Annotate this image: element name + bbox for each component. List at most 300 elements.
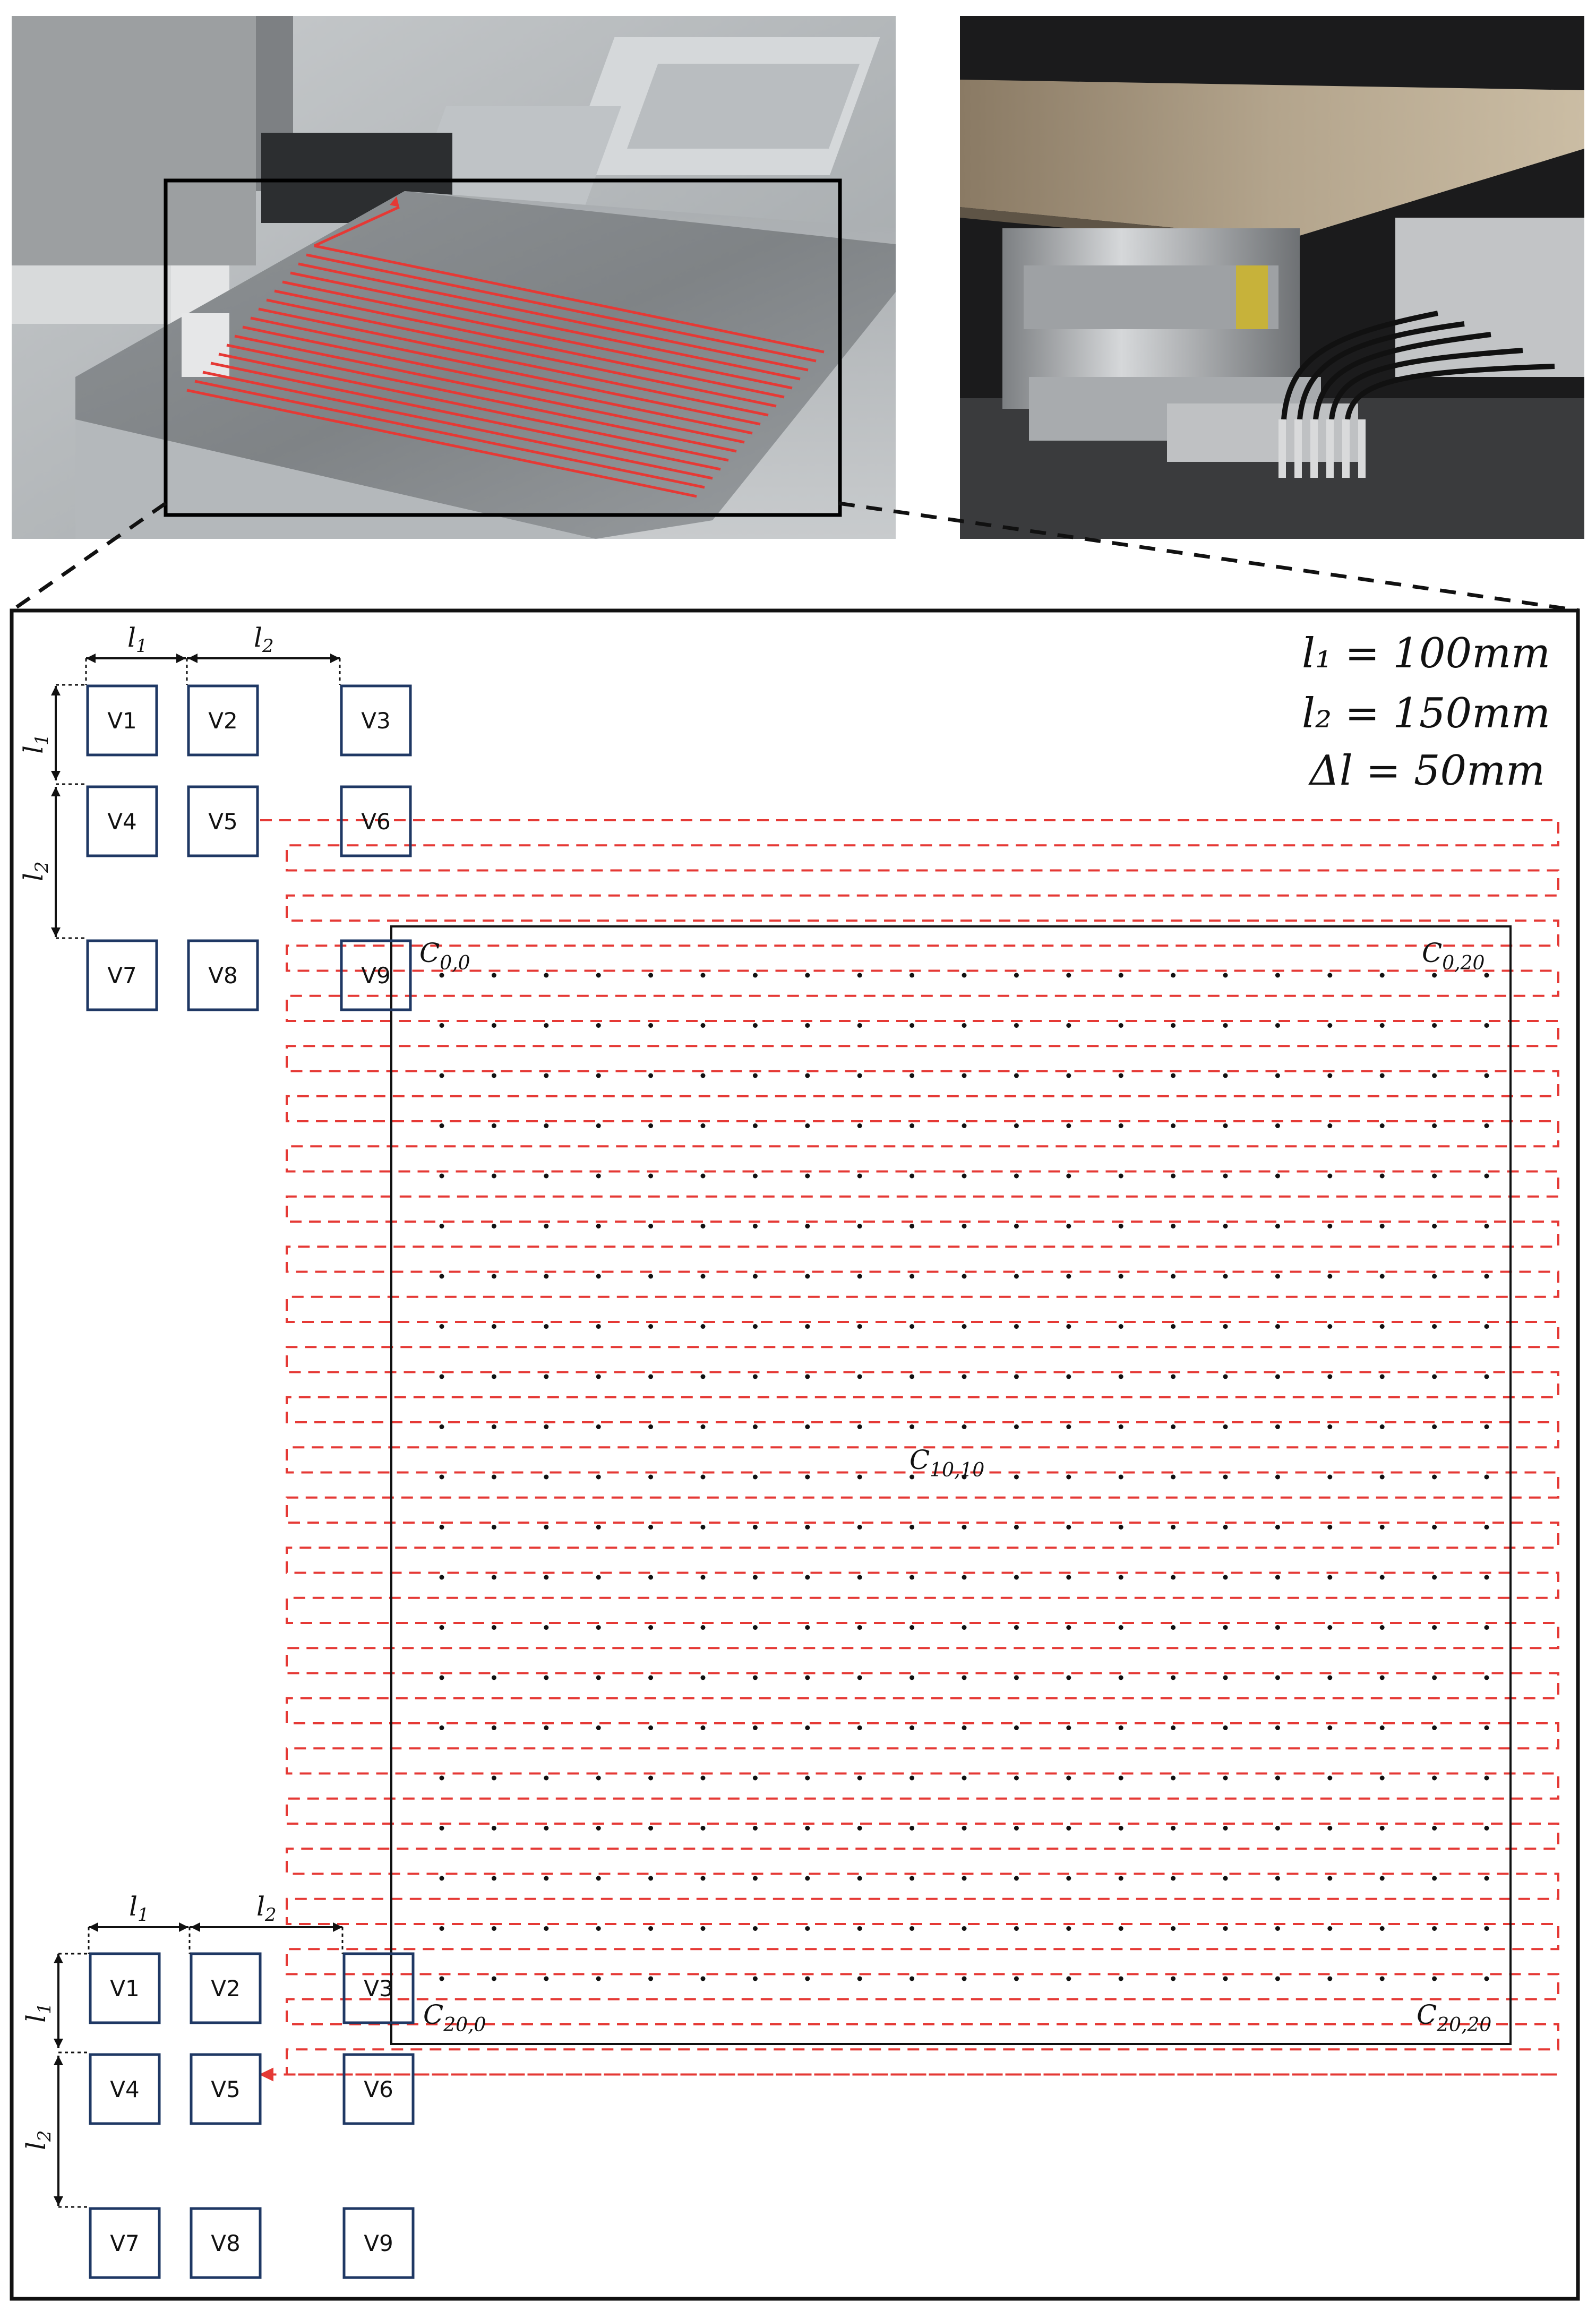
measurement-point — [1275, 973, 1280, 978]
measurement-point — [1223, 1676, 1228, 1680]
measurement-point — [1275, 1324, 1280, 1329]
measurement-point — [544, 1475, 548, 1480]
sensor-label-v5-end: V5 — [211, 2076, 241, 2102]
measurement-point — [1223, 1525, 1228, 1530]
measurement-point — [1485, 1977, 1489, 1981]
measurement-point — [440, 1073, 444, 1078]
measurement-point — [1223, 1073, 1228, 1078]
measurement-point — [492, 973, 496, 978]
measurement-point — [1171, 1826, 1175, 1831]
measurement-point — [492, 1374, 496, 1379]
measurement-point — [1171, 1625, 1175, 1630]
measurement-point — [857, 1776, 862, 1781]
measurement-point — [440, 1174, 444, 1179]
measurement-point — [596, 1224, 601, 1228]
measurement-point — [805, 1575, 810, 1580]
measurement-point — [701, 1174, 706, 1179]
measurement-point — [805, 1826, 810, 1831]
sensor-label-v1: V1 — [107, 708, 137, 734]
measurement-point — [1327, 1625, 1332, 1630]
measurement-point — [648, 1926, 653, 1931]
measurement-point — [1066, 1725, 1071, 1730]
measurement-point — [1275, 1525, 1280, 1530]
measurement-point — [492, 1826, 496, 1831]
measurement-point — [492, 1776, 496, 1781]
measurement-point — [1275, 1274, 1280, 1279]
measurement-point — [753, 1475, 758, 1480]
measurement-point — [648, 1023, 653, 1028]
measurement-point — [962, 1977, 967, 1981]
measurement-point — [909, 1625, 914, 1630]
measurement-point — [805, 1525, 810, 1530]
measurement-point — [1223, 1725, 1228, 1730]
measurement-point — [1014, 1977, 1019, 1981]
measurement-point — [701, 1224, 706, 1228]
measurement-point — [909, 1926, 914, 1931]
measurement-point — [753, 1676, 758, 1680]
measurement-point — [1432, 1575, 1437, 1580]
measurement-point — [805, 1224, 810, 1228]
measurement-point — [1066, 1776, 1071, 1781]
measurement-point — [1380, 1224, 1385, 1228]
measurement-point — [1380, 1424, 1385, 1429]
measurement-point — [805, 1424, 810, 1429]
measurement-point — [805, 1926, 810, 1931]
label-c-0-20: $C_{0,20}$ — [1422, 938, 1485, 974]
measurement-point — [1171, 1224, 1175, 1228]
measurement-point — [492, 1625, 496, 1630]
measurement-point — [1485, 1123, 1489, 1128]
measurement-point — [492, 1676, 496, 1680]
measurement-point — [1171, 1525, 1175, 1530]
measurement-point — [701, 1023, 706, 1028]
measurement-point — [753, 1926, 758, 1931]
measurement-point — [701, 1274, 706, 1279]
sensor-label-v6-end: V6 — [364, 2076, 393, 2102]
measurement-point — [1432, 1625, 1437, 1630]
measurement-point — [909, 1023, 914, 1028]
measurement-point — [440, 1123, 444, 1128]
measurement-point — [1119, 1073, 1123, 1078]
measurement-point — [753, 1977, 758, 1981]
measurement-point — [1014, 973, 1019, 978]
measurement-point — [544, 1625, 548, 1630]
measurement-point — [1485, 1073, 1489, 1078]
measurement-point — [1223, 1424, 1228, 1429]
measurement-point — [1380, 1676, 1385, 1680]
measurement-point — [1014, 1826, 1019, 1831]
measurement-point — [1485, 1525, 1489, 1530]
measurement-point — [857, 1374, 862, 1379]
measurement-point — [701, 1475, 706, 1480]
measurement-point — [1014, 1575, 1019, 1580]
measurement-point — [909, 1174, 914, 1179]
measurement-point — [440, 1424, 444, 1429]
measurement-point — [596, 1876, 601, 1881]
measurement-point — [1014, 1174, 1019, 1179]
measurement-point — [1485, 973, 1489, 978]
measurement-point — [909, 1525, 914, 1530]
measurement-point — [909, 1575, 914, 1580]
sensor-label-v3-end: V3 — [364, 1975, 393, 2001]
measurement-point — [1380, 1977, 1385, 1981]
measurement-point — [1171, 1424, 1175, 1429]
measurement-point — [1327, 1274, 1332, 1279]
measurement-point — [1485, 1475, 1489, 1480]
measurement-point — [596, 1725, 601, 1730]
measurement-point — [1485, 1274, 1489, 1279]
sensor-label-v1-end: V1 — [110, 1975, 140, 2001]
measurement-point — [544, 1374, 548, 1379]
measurement-point — [857, 973, 862, 978]
measurement-point — [1432, 1374, 1437, 1379]
measurement-point — [857, 1274, 862, 1279]
measurement-point — [1066, 1926, 1071, 1931]
measurement-point — [1171, 973, 1175, 978]
measurement-point — [1327, 1424, 1332, 1429]
measurement-point — [962, 1876, 967, 1881]
measurement-point — [1275, 1575, 1280, 1580]
measurement-point — [1066, 1324, 1071, 1329]
sensor-label-v9: V9 — [361, 963, 391, 989]
measurement-point — [648, 1374, 653, 1379]
measurement-point — [440, 1525, 444, 1530]
measurement-point — [492, 1023, 496, 1028]
measurement-point — [857, 1174, 862, 1179]
measurement-point — [701, 1625, 706, 1630]
measurement-point — [1485, 1725, 1489, 1730]
measurement-point — [596, 1324, 601, 1329]
measurement-point — [1485, 1224, 1489, 1228]
measurement-point — [962, 973, 967, 978]
measurement-point — [440, 1324, 444, 1329]
measurement-point — [1119, 1324, 1123, 1329]
measurement-point — [1432, 1224, 1437, 1228]
measurement-point — [1119, 973, 1123, 978]
measurement-point — [492, 1424, 496, 1429]
measurement-point — [1119, 1876, 1123, 1881]
measurement-point — [596, 1424, 601, 1429]
measurement-point — [805, 1023, 810, 1028]
measurement-point — [1066, 1224, 1071, 1228]
measurement-point — [1171, 1876, 1175, 1881]
measurement-point — [701, 973, 706, 978]
measurement-point — [857, 1525, 862, 1530]
measurement-point — [1014, 1374, 1019, 1379]
measurement-point — [701, 1676, 706, 1680]
measurement-point — [1380, 1926, 1385, 1931]
measurement-point — [648, 1977, 653, 1981]
measurement-point — [596, 1174, 601, 1179]
measurement-point — [1014, 1123, 1019, 1128]
measurement-point — [1327, 1324, 1332, 1329]
measurement-point — [909, 1073, 914, 1078]
measurement-point — [1275, 1676, 1280, 1680]
measurement-point — [1066, 1676, 1071, 1680]
measurement-point — [1432, 1274, 1437, 1279]
measurement-point — [440, 1776, 444, 1781]
measurement-point — [805, 1123, 810, 1128]
dim-label-l1-h-end: $l_1$ — [129, 1891, 149, 1926]
measurement-point — [1119, 1475, 1123, 1480]
measurement-point — [857, 1725, 862, 1730]
measurement-point — [1223, 1977, 1228, 1981]
measurement-point — [1485, 1174, 1489, 1179]
measurement-point — [492, 1926, 496, 1931]
measurement-point — [1223, 1324, 1228, 1329]
measurement-point — [805, 1073, 810, 1078]
measurement-point — [962, 1174, 967, 1179]
dim-label-l2-v-end: $l_2$ — [21, 2130, 55, 2150]
measurement-point — [1327, 1525, 1332, 1530]
measurement-point — [857, 1625, 862, 1630]
measurement-point — [701, 1525, 706, 1530]
measurement-point — [857, 1073, 862, 1078]
measurement-point — [1119, 1424, 1123, 1429]
measurement-point — [596, 1625, 601, 1630]
measurement-point — [492, 1073, 496, 1078]
measurement-point — [753, 1525, 758, 1530]
measurement-point — [1432, 1776, 1437, 1781]
measurement-point — [648, 1073, 653, 1078]
measurement-point — [492, 1224, 496, 1228]
measurement-point — [909, 1374, 914, 1379]
measurement-point — [909, 973, 914, 978]
measurement-point — [1066, 1073, 1071, 1078]
measurement-point — [1119, 1174, 1123, 1179]
measurement-point — [1119, 1525, 1123, 1530]
measurement-point — [1432, 1977, 1437, 1981]
measurement-point — [753, 1575, 758, 1580]
measurement-point — [701, 1977, 706, 1981]
measurement-point — [440, 1876, 444, 1881]
measurement-point — [1119, 1023, 1123, 1028]
measurement-point — [1223, 1224, 1228, 1228]
measurement-point — [1171, 1725, 1175, 1730]
measurement-point — [1275, 1424, 1280, 1429]
measurement-point — [1014, 1224, 1019, 1228]
measurement-point — [753, 1224, 758, 1228]
measurement-point — [492, 1324, 496, 1329]
measurement-point — [1327, 1826, 1332, 1831]
measurement-point — [701, 1776, 706, 1781]
measurement-point — [805, 1475, 810, 1480]
measurement-point — [701, 1374, 706, 1379]
measurement-point — [909, 1876, 914, 1881]
measurement-point — [1380, 1826, 1385, 1831]
measurement-point — [544, 1977, 548, 1981]
measurement-point — [1327, 1575, 1332, 1580]
measurement-point — [857, 1324, 862, 1329]
measurement-point — [753, 1073, 758, 1078]
measurement-point — [1014, 1926, 1019, 1931]
measurement-point — [1327, 1776, 1332, 1781]
measurement-point — [440, 1274, 444, 1279]
measurement-point — [1119, 1224, 1123, 1228]
measurement-point — [1432, 1023, 1437, 1028]
measurement-point — [648, 1224, 653, 1228]
measurement-point — [962, 1625, 967, 1630]
sensor-label-v2-end: V2 — [211, 1975, 241, 2001]
label-c-10-10: $C_{10,10}$ — [909, 1445, 985, 1481]
measurement-point — [648, 1174, 653, 1179]
measurement-point — [701, 1826, 706, 1831]
measurement-point — [962, 1725, 967, 1730]
measurement-point — [648, 1776, 653, 1781]
measurement-point — [1119, 1274, 1123, 1279]
measurement-point — [909, 1676, 914, 1680]
measurement-point — [492, 1725, 496, 1730]
measurement-point — [753, 1174, 758, 1179]
sensor-label-v6: V6 — [361, 809, 391, 835]
measurement-point — [544, 1274, 548, 1279]
measurement-point — [909, 1776, 914, 1781]
measurement-point — [1275, 1625, 1280, 1630]
measurement-point — [440, 1475, 444, 1480]
measurement-point — [1485, 1826, 1489, 1831]
measurement-point — [753, 1274, 758, 1279]
measurement-point — [909, 1224, 914, 1228]
measurement-point — [1014, 1475, 1019, 1480]
measurement-point — [1223, 1826, 1228, 1831]
measurement-point — [1380, 1174, 1385, 1179]
measurement-point — [1327, 1876, 1332, 1881]
measurement-point — [1275, 1926, 1280, 1931]
measurement-point — [1066, 1876, 1071, 1881]
measurement-point — [596, 1475, 601, 1480]
measurement-point — [440, 1224, 444, 1228]
measurement-point — [1275, 1374, 1280, 1379]
measurement-point — [1432, 1676, 1437, 1680]
measurement-point — [1119, 1625, 1123, 1630]
measurement-point — [440, 1725, 444, 1730]
measurement-point — [1432, 1926, 1437, 1931]
measurement-point — [753, 1826, 758, 1831]
measurement-point — [544, 1575, 548, 1580]
measurement-point — [1327, 1374, 1332, 1379]
measurement-point — [1171, 1475, 1175, 1480]
measurement-point — [492, 1274, 496, 1279]
measurement-point — [1275, 1776, 1280, 1781]
measurement-point — [440, 1676, 444, 1680]
measurement-point — [1014, 1324, 1019, 1329]
measurement-point — [596, 1575, 601, 1580]
measurement-point — [1171, 1174, 1175, 1179]
measurement-point — [857, 1575, 862, 1580]
measurement-point — [701, 1876, 706, 1881]
measurement-point — [753, 1725, 758, 1730]
measurement-point — [1066, 1625, 1071, 1630]
measurement-point — [805, 1374, 810, 1379]
measurement-point — [857, 1826, 862, 1831]
measurement-point — [909, 1324, 914, 1329]
measurement-point — [701, 1073, 706, 1078]
measurement-point — [1432, 1324, 1437, 1329]
measurement-point — [440, 1977, 444, 1981]
measurement-point — [1014, 1776, 1019, 1781]
zoom-connector-right — [839, 503, 1580, 611]
measurement-point — [1380, 973, 1385, 978]
measurement-point — [1275, 1475, 1280, 1480]
measurement-point — [440, 1374, 444, 1379]
measurement-point — [440, 1023, 444, 1028]
measurement-point — [648, 973, 653, 978]
measurement-point — [596, 1374, 601, 1379]
measurement-point — [1223, 1625, 1228, 1630]
measurement-point — [857, 1475, 862, 1480]
measurement-point — [1485, 1324, 1489, 1329]
measurement-point — [1171, 1776, 1175, 1781]
measurement-point — [1275, 1023, 1280, 1028]
measurement-point — [648, 1123, 653, 1128]
measurement-point — [1171, 1575, 1175, 1580]
measurement-point — [1066, 1023, 1071, 1028]
measurement-point — [544, 1123, 548, 1128]
measurement-point — [857, 1424, 862, 1429]
measurement-point — [1223, 1876, 1228, 1881]
measurement-point — [805, 1876, 810, 1881]
measurement-point — [544, 1525, 548, 1530]
zoom-connector-left — [12, 503, 166, 611]
measurement-point — [1275, 1224, 1280, 1228]
measurement-point — [753, 1776, 758, 1781]
measurement-point — [805, 1725, 810, 1730]
measurement-point — [1485, 1374, 1489, 1379]
measurement-point — [596, 1676, 601, 1680]
measurement-point — [1066, 1475, 1071, 1480]
diagram-frame — [12, 611, 1578, 2299]
measurement-point — [962, 1224, 967, 1228]
measurement-point — [805, 973, 810, 978]
measurement-point — [1275, 1876, 1280, 1881]
measurement-point — [544, 1424, 548, 1429]
measurement-point — [857, 1676, 862, 1680]
sensor-label-v4: V4 — [107, 809, 137, 835]
measurement-point — [596, 1926, 601, 1931]
sensor-label-v7: V7 — [107, 963, 137, 989]
formula-dl: Δl = 50mm — [1309, 747, 1545, 795]
measurement-point — [544, 1676, 548, 1680]
measurement-point — [544, 1174, 548, 1179]
measurement-point — [1432, 1174, 1437, 1179]
measurement-point — [1485, 1676, 1489, 1680]
measurement-point — [492, 1575, 496, 1580]
measurement-point — [1485, 1424, 1489, 1429]
measurement-point — [962, 1826, 967, 1831]
measurement-point — [1066, 1525, 1071, 1530]
measurement-point — [753, 1876, 758, 1881]
measurement-point — [1432, 1826, 1437, 1831]
measurement-point — [1014, 1625, 1019, 1630]
measurement-point — [1223, 1023, 1228, 1028]
measurement-point — [1119, 1977, 1123, 1981]
measurement-point — [544, 1876, 548, 1881]
measurement-point — [1380, 1475, 1385, 1480]
sensor-label-v8: V8 — [208, 963, 238, 989]
sensor-label-v9-end: V9 — [364, 2230, 393, 2256]
measurement-point — [805, 1625, 810, 1630]
measurement-point — [805, 1977, 810, 1981]
label-c-20-20: $C_{20,20}$ — [1417, 1999, 1492, 2036]
measurement-point — [544, 1926, 548, 1931]
measurement-point — [1223, 1374, 1228, 1379]
measurement-point — [1223, 1776, 1228, 1781]
measurement-point — [1014, 1424, 1019, 1429]
measurement-point — [1485, 1876, 1489, 1881]
dim-label-l1-h: $l_1$ — [127, 622, 148, 657]
measurement-point — [909, 1123, 914, 1128]
measurement-point — [1171, 1324, 1175, 1329]
